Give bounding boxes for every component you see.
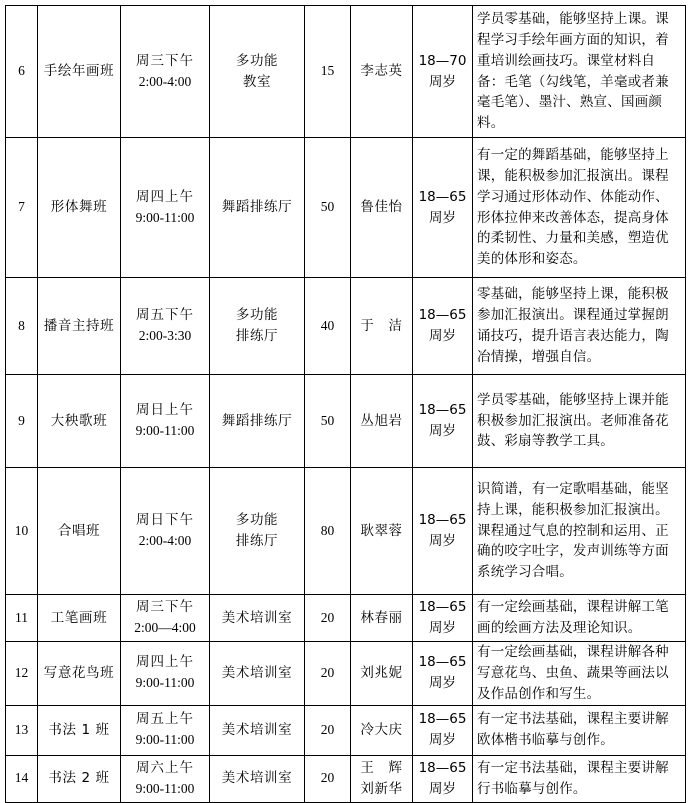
time-range-label: 9:00-11:00 (135, 423, 195, 438)
table-row (6, 468, 686, 595)
cell-age-range (413, 755, 473, 802)
cell-class-time (121, 6, 210, 138)
cell-class-time (121, 705, 210, 755)
cell-capacity: 50 (305, 375, 351, 468)
age-line-1: 18—65 (418, 512, 467, 529)
time-day-label: 周四上午 (136, 188, 194, 205)
room-line-2: 排练厅 (235, 533, 279, 549)
cell-class-time (121, 375, 210, 468)
table-row (6, 6, 686, 138)
time-day-label: 周五上午 (136, 711, 194, 728)
age-line-2: 周岁 (429, 780, 456, 797)
cell-teacher (351, 375, 413, 468)
cell-teacher (351, 278, 413, 375)
cell-description: 有一定绘画基础，课程讲解各种写意花鸟、虫鱼、蔬果等画法以及作品创作和写生。 (473, 642, 686, 706)
cell-class-name: 工笔画班 (38, 595, 121, 642)
cell-teacher (351, 755, 413, 802)
time-range-label: 2:00-3:30 (138, 328, 192, 343)
table-body (6, 6, 686, 803)
cell-room (210, 755, 305, 802)
cell-age-range (413, 278, 473, 375)
cell-room (210, 6, 305, 138)
table-row (6, 755, 686, 802)
age-line-2: 周岁 (429, 73, 456, 90)
teacher-line-1: 于 洁 (360, 317, 403, 334)
cell-teacher (351, 642, 413, 706)
teacher-line-1: 李志英 (360, 63, 403, 80)
cell-capacity: 20 (305, 755, 351, 802)
cell-class-time (121, 755, 210, 802)
table-row (6, 705, 686, 755)
table-row (6, 595, 686, 642)
cell-room (210, 468, 305, 595)
cell-class-time (121, 595, 210, 642)
cell-row-number: 8 (6, 278, 38, 375)
cell-class-name: 合唱班 (38, 468, 121, 595)
cell-row-number: 13 (6, 705, 38, 755)
cell-room (210, 375, 305, 468)
time-day-label: 周五下午 (136, 307, 194, 324)
cell-description: 学员零基础，能够坚持上课并能积极参加汇报演出。老师准备花鼓、彩扇等教学工具。 (473, 375, 686, 468)
cell-age-range (413, 468, 473, 595)
age-line-1: 18—70 (418, 52, 467, 69)
teacher-line-1: 刘兆妮 (360, 664, 403, 681)
time-day-label: 周日上午 (136, 402, 194, 419)
teacher-line-2: 刘新华 (360, 780, 403, 797)
age-line-1: 18—65 (418, 654, 467, 671)
table-row (6, 375, 686, 468)
cell-capacity: 20 (305, 595, 351, 642)
room-line-1: 美术培训室 (221, 770, 293, 787)
cell-description: 有一定书法基础，课程主要讲解行书临摹与创作。 (473, 755, 686, 802)
cell-capacity: 15 (305, 6, 351, 138)
teacher-line-1: 林春丽 (360, 609, 403, 626)
age-line-2: 周岁 (429, 209, 456, 226)
cell-capacity: 50 (305, 138, 351, 278)
cell-description: 有一定绘画基础，课程讲解工笔画的绘画方法及理论知识。 (473, 595, 686, 642)
age-line-1: 18—65 (418, 307, 467, 324)
cell-room (210, 138, 305, 278)
cell-row-number: 9 (6, 375, 38, 468)
table-row (6, 642, 686, 706)
cell-capacity: 20 (305, 705, 351, 755)
cell-age-range (413, 138, 473, 278)
cell-age-range (413, 642, 473, 706)
cell-class-name: 大秧歌班 (38, 375, 121, 468)
cell-capacity: 20 (305, 642, 351, 706)
room-line-1: 舞蹈排练厅 (221, 412, 293, 429)
age-line-2: 周岁 (429, 328, 456, 344)
teacher-line-1: 冷大庆 (360, 721, 403, 738)
cell-room (210, 705, 305, 755)
age-line-2: 周岁 (429, 675, 456, 692)
table-row (6, 278, 686, 375)
cell-capacity: 40 (305, 278, 351, 375)
room-line-1: 多功能 (235, 52, 279, 69)
cell-age-range (413, 705, 473, 755)
time-range-label: 2:00—4:00 (134, 620, 196, 635)
cell-class-name: 播音主持班 (38, 278, 121, 375)
age-line-1: 18—65 (418, 402, 467, 419)
cell-teacher (351, 6, 413, 138)
age-line-2: 周岁 (429, 620, 456, 636)
cell-class-name: 书法 1 班 (38, 705, 121, 755)
cell-capacity: 80 (305, 468, 351, 595)
cell-class-name: 手绘年画班 (38, 6, 121, 138)
table-row (6, 138, 686, 278)
age-line-2: 周岁 (429, 423, 456, 439)
cell-age-range (413, 375, 473, 468)
cell-row-number: 14 (6, 755, 38, 802)
time-day-label: 周三下午 (136, 599, 194, 616)
cell-class-name: 书法 2 班 (38, 755, 121, 802)
time-range-label: 9:00-11:00 (135, 675, 195, 691)
teacher-line-1: 耿翠蓉 (360, 522, 403, 539)
cell-class-time (121, 138, 210, 278)
cell-description: 识简谱，有一定歌唱基础，能坚持上课，能积极参加汇报演出。课程通过气息的控制和运用、正确的咬字吐字，发声训练等方面系统学习合唱。 (473, 468, 686, 595)
cell-row-number: 6 (6, 6, 38, 138)
time-day-label: 周六上午 (136, 759, 194, 776)
age-line-1: 18—65 (418, 759, 467, 776)
teacher-line-1: 王 辉 (360, 759, 403, 776)
room-line-1: 多功能 (235, 307, 279, 324)
cell-row-number: 7 (6, 138, 38, 278)
course-schedule-table (5, 5, 686, 803)
teacher-line-1: 鲁佳怡 (360, 199, 403, 216)
room-line-2: 教室 (242, 73, 272, 90)
time-range-label: 2:00-4:00 (138, 533, 192, 548)
room-line-1: 舞蹈排练厅 (221, 199, 293, 216)
cell-description: 零基础，能够坚持上课，能积极参加汇报演出。课程通过掌握朗诵技巧，提升语言表达能力，陶冶情操，增强自信。 (473, 278, 686, 375)
age-line-1: 18—65 (418, 188, 467, 205)
cell-class-time (121, 278, 210, 375)
cell-row-number: 12 (6, 642, 38, 706)
cell-row-number: 10 (6, 468, 38, 595)
time-range-label: 9:00-11:00 (135, 732, 195, 748)
cell-description: 学员零基础，能够坚持上课。课程学习手绘年画方面的知识，着重培训绘画技巧。课堂材料自备：毛笔（勾线笔，羊毫或者兼毫毛笔）、墨汁、熟宣、国画颜料。 (473, 6, 686, 138)
cell-row-number: 11 (6, 595, 38, 642)
cell-age-range (413, 595, 473, 642)
room-line-2: 排练厅 (235, 328, 279, 344)
time-range-label: 9:00-11:00 (135, 780, 195, 796)
teacher-line-1: 丛旭岩 (360, 412, 403, 429)
cell-room (210, 595, 305, 642)
time-range-label: 2:00-4:00 (138, 73, 192, 89)
age-line-1: 18—65 (418, 599, 467, 616)
cell-teacher (351, 595, 413, 642)
cell-teacher (351, 705, 413, 755)
cell-description: 有一定的舞蹈基础，能够坚持上课，能积极参加汇报演出。课程学习通过形体动作、体能动作、形体拉伸来改善体态，提高身体的柔韧性、力量和美感，塑造优美的体形和姿态。 (473, 138, 686, 278)
cell-class-name: 形体舞班 (38, 138, 121, 278)
room-line-1: 多功能 (235, 512, 279, 529)
time-day-label: 周日下午 (136, 512, 194, 529)
cell-room (210, 278, 305, 375)
cell-class-time (121, 642, 210, 706)
age-line-1: 18—65 (418, 711, 467, 728)
cell-class-name: 写意花鸟班 (38, 642, 121, 706)
time-range-label: 9:00-11:00 (135, 209, 195, 225)
cell-room (210, 642, 305, 706)
cell-teacher (351, 468, 413, 595)
age-line-2: 周岁 (429, 533, 456, 549)
room-line-1: 美术培训室 (221, 609, 293, 626)
cell-class-time (121, 468, 210, 595)
cell-description: 有一定书法基础，课程主要讲解欧体楷书临摹与创作。 (473, 705, 686, 755)
room-line-1: 美术培训室 (221, 664, 293, 681)
time-day-label: 周三下午 (136, 52, 194, 69)
time-day-label: 周四上午 (136, 654, 194, 671)
cell-age-range (413, 6, 473, 138)
age-line-2: 周岁 (429, 732, 456, 749)
room-line-1: 美术培训室 (221, 721, 293, 738)
cell-teacher (351, 138, 413, 278)
